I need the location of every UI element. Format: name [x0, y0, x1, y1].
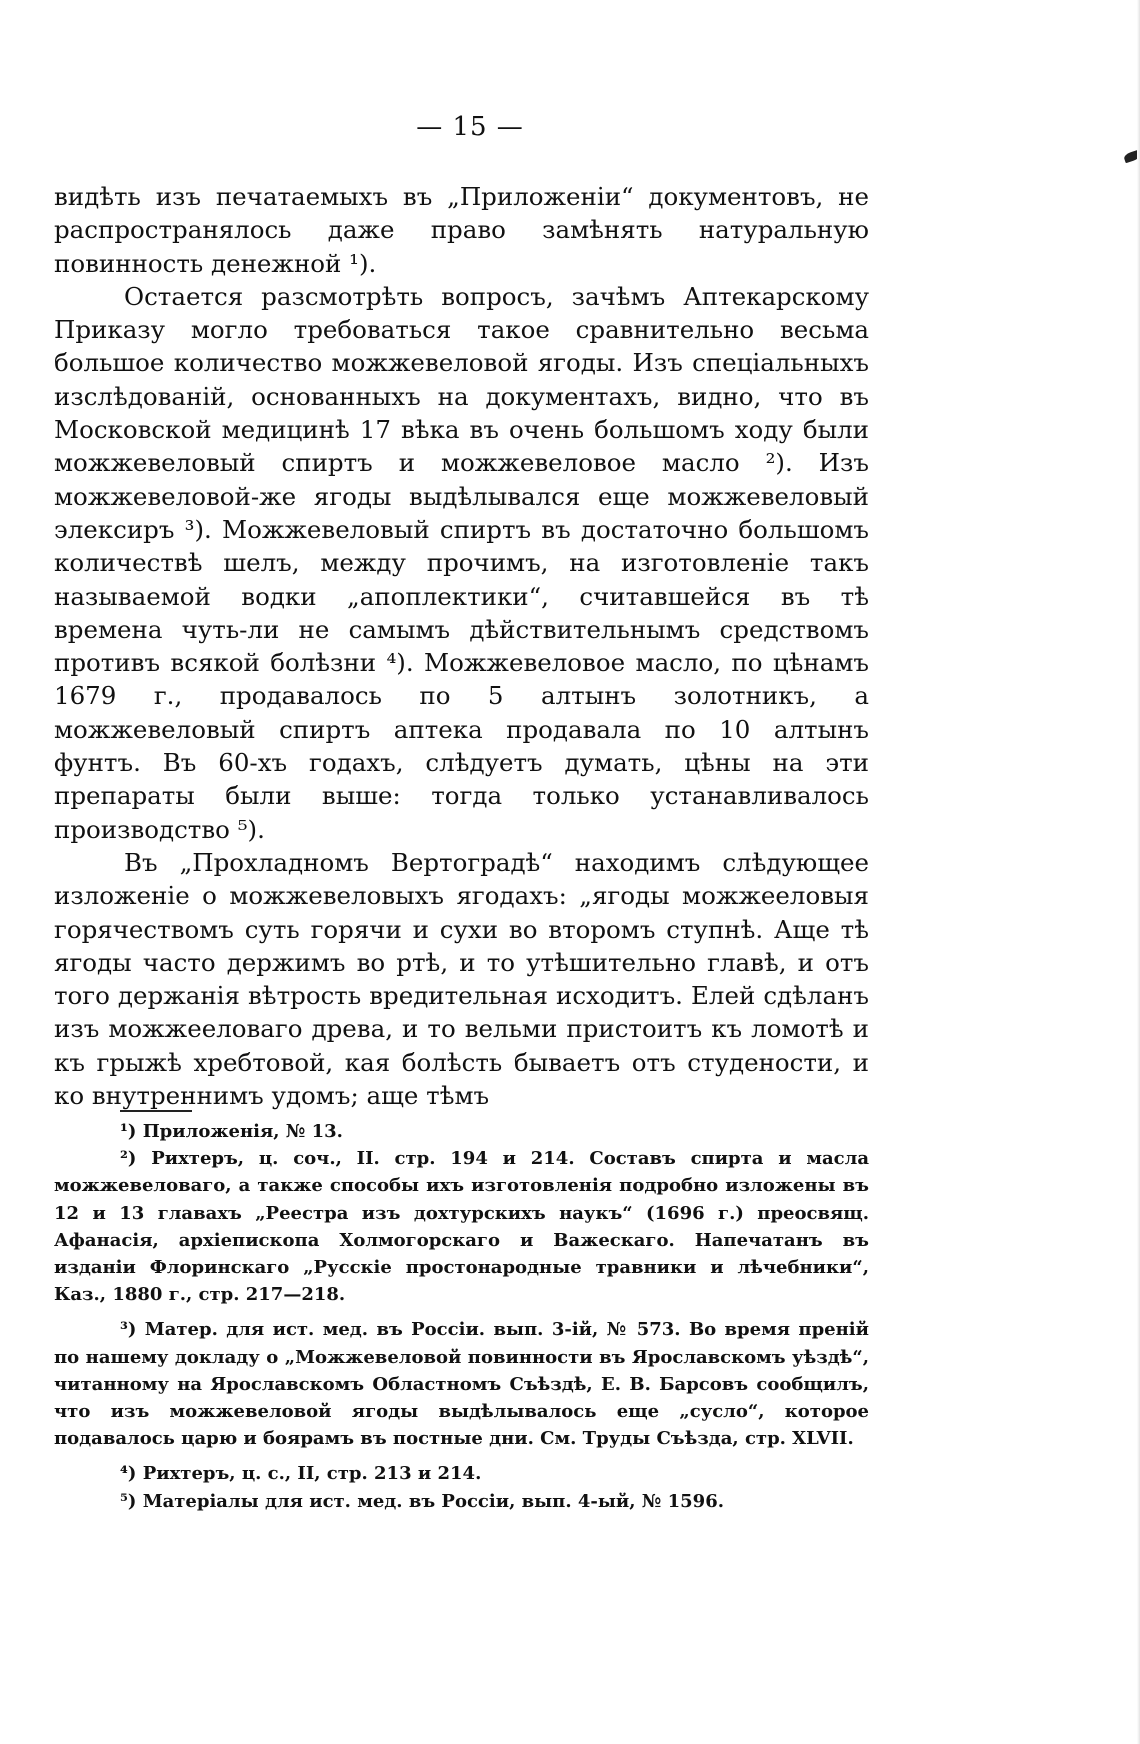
footnote-1	[54, 1118, 869, 1145]
footnote-2	[54, 1145, 869, 1308]
footnote-marker: ²)	[120, 1148, 137, 1170]
footnote-3	[54, 1316, 869, 1452]
footnote-text: Матеріалы для ист. мед. въ Россіи, вып. 4-ый, № 1596.	[142, 1490, 724, 1512]
footnotes	[54, 1118, 869, 1515]
paragraph-2: Остается разсмотрѣть вопросъ, зачѣмъ Аптекарскому Приказу могло требоваться такое сравнительно весьма большое количество можжевеловой ягоды. Изъ спеціальныхъ изслѣдованій, основанныхъ на документахъ, видно, что въ Московской медицинѣ 17 вѣка въ очень большомъ ходу были можжевеловый спиртъ и можжевеловое масло ²). Изъ можжевеловой-же ягоды выдѣлывался еще можжевеловый элексиръ ³). Можжевеловый спиртъ въ достаточно большомъ количествѣ шелъ, между прочимъ, на изготовленіе такъ называемой водки „апоплектики“, считавшейся въ тѣ времена чуть-ли не самымъ дѣйствительнымъ средствомъ противъ всякой болѣзни ⁴). Можжевеловое масло, по цѣнамъ 1679 г., продавалось по 5 алтынъ золотникъ, а можжевеловый спиртъ аптека продавала по 10 алтынъ фунтъ. Въ 60-хъ годахъ, слѣдуетъ думать, цѣны на эти препараты были выше: тогда только устанавливалось производство ⁵).	[54, 281, 869, 844]
footnote-marker: ⁵)	[120, 1490, 137, 1512]
footnote-text: Рихтеръ, ц. с., II, стр. 213 и 214.	[142, 1463, 482, 1485]
footnote-marker: ³)	[120, 1319, 137, 1341]
page-number: — 15 —	[416, 112, 524, 142]
footnote-text: Рихтеръ, ц. соч., II. стр. 194 и 214. Составъ спирта и масла можжевеловаго, а также способы ихъ изготовленія подробно изложены въ 12 и 13 главахъ „Реестра изъ дохтурскихъ наукъ“ (1696 г.) преосвящ. Афанасія, архіепископа Холмогорскаго и Важескаго. Напечатанъ въ изданіи Флоринскаго „Русскіе простонародные травники и лѣчебники“, Каз., 1880 г., стр. 217—218.	[54, 1148, 869, 1306]
footnote-5	[54, 1488, 869, 1515]
main-text	[54, 180, 869, 1112]
footnote-marker: ¹)	[120, 1121, 137, 1142]
paragraph-3: Въ „Прохладномъ Вертоградѣ“ находимъ слѣдующее изложеніе о можжевеловыхъ ягодахъ: „ягоды можжееловыя горячествомъ суть горячи и сухи во второмъ ступнѣ. Аще тѣ ягоды часто держимъ во ртѣ, и то утѣшительно главѣ, и отъ того держанія вѣтрость вредительная исходитъ. Елей сдѣланъ изъ можжееловаго древа, и то вельми пристоитъ къ ломотѣ и къ грыжѣ хребтовой, кая болѣсть бываетъ отъ студености, и ко внутреннимъ удомъ; аще тѣмъ	[54, 847, 869, 1111]
footnote-text: Матер. для ист. мед. въ Россіи. вып. 3-ій, № 573. Во время преній по нашему докладу о „Можжевеловой повинности въ Ярославскомъ уѣздѣ“, читанному на Ярославскомъ Областномъ Съѣздѣ, Е. В. Барсовъ сообщилъ, что изъ можжевеловой ягоды выдѣлывалось еще „сусло“, которое подавалось царю и боярамъ въ постные дни. См. Труды Съѣзда, стр. XLVII.	[54, 1319, 869, 1450]
footnote-text: Приложенія, № 13.	[142, 1121, 343, 1142]
footnote-marker: ⁴)	[120, 1463, 137, 1485]
footnote-4	[54, 1460, 869, 1487]
paragraph-1: видѣть изъ печатаемыхъ въ „Приложеніи“ документовъ, не распространялось даже право замѣнять натуральную повинность денежной ¹).	[54, 182, 869, 278]
footnote-divider	[120, 1110, 192, 1112]
